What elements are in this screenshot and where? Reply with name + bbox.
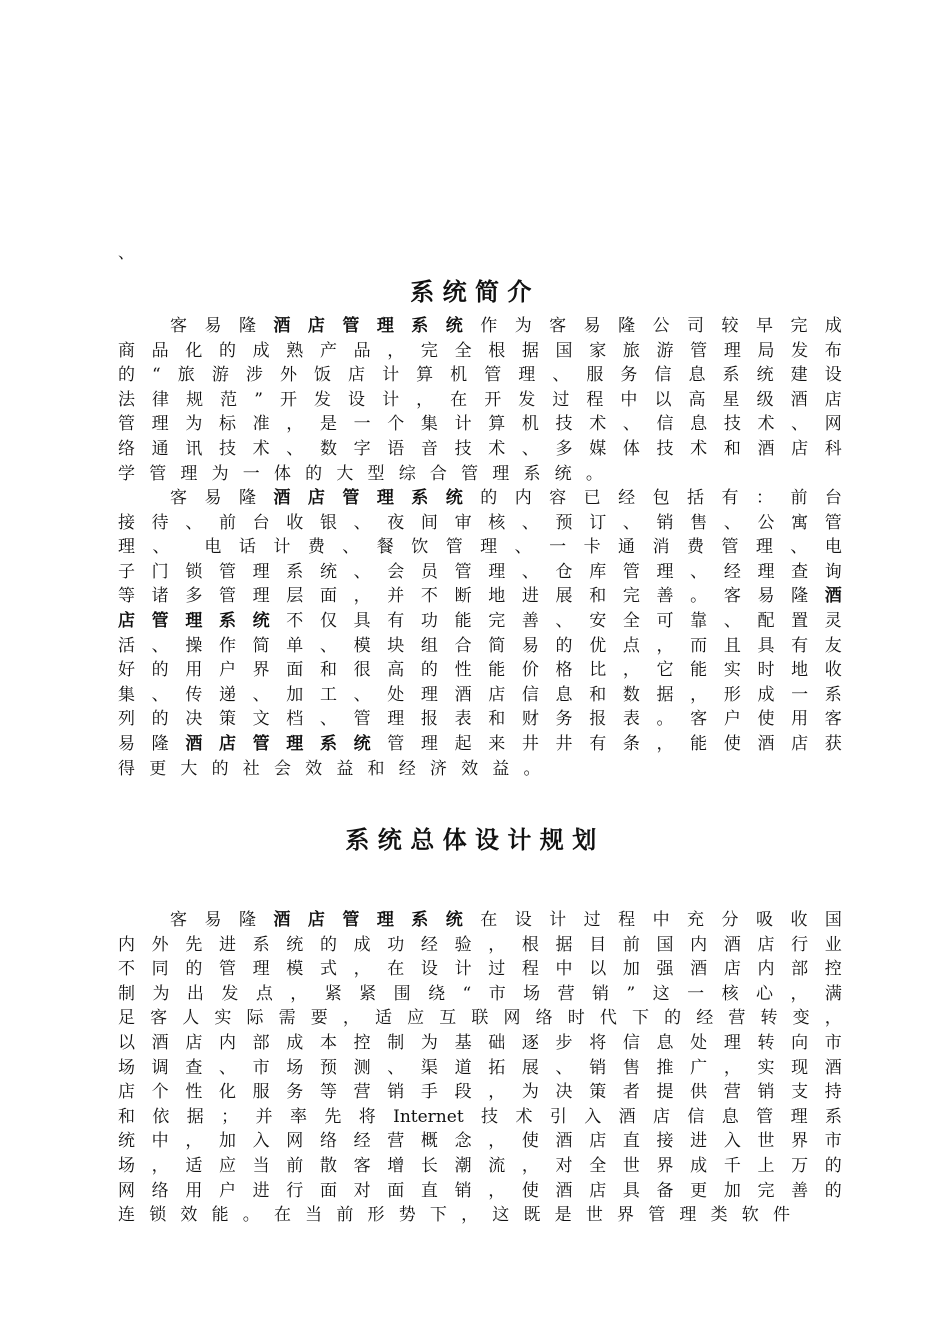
text-line: 易 隆 酒 店 管 理 系 统 管 理 起 来 井 井 有 条 ， 能 使 酒 店 获 — [118, 733, 842, 754]
text-line: 客 易 隆 酒 店 管 理 系 统 在 设 计 过 程 中 充 分 吸 收 国 — [170, 910, 842, 930]
text-line: 管 理 为 标 准 ， 是 一 个 集 计 算 机 技 术 、 信 息 技 术 、 网 — [118, 414, 842, 435]
design-paragraph-1 — [118, 908, 842, 1228]
section-title-intro: 系统简介 — [410, 277, 540, 306]
text-line: 以 酒 店 内 部 成 本 控 制 为 基 础 逐 步 将 信 息 处 理 转 向 市 — [118, 1032, 842, 1053]
text-line: 法 律 规 范 ” 开 发 设 计 ， 在 开 发 过 程 中 以 高 星 级 酒 店 — [118, 389, 842, 410]
text-line: 得 更 大 的 社 会 效 益 和 经 济 效 益 。 — [118, 758, 541, 779]
text-line: 足 客 人 实 际 需 要 ， 适 应 互 联 网 络 时 代 下 的 经 营 转 变 ， — [118, 1008, 842, 1029]
text-line: 统 中 ， 加 入 网 络 经 营 概 念 ， 使 酒 店 直 接 进 入 世 界 市 — [118, 1131, 842, 1152]
text-line: 等 诸 多 管 理 层 面 ， 并 不 断 地 进 展 和 完 善 。 客 易 隆 酒 — [118, 586, 842, 607]
text-line: 和 依 据 ； 并 率 先 将 Internet 技 术 引 入 酒 店 信 息 管 理 系 — [118, 1106, 842, 1127]
text-line: 店 管 理 系 统 不 仅 具 有 功 能 完 善 、 安 全 可 靠 、 配 置 灵 — [118, 610, 842, 631]
text-line: 络 通 讯 技 术 、 数 字 语 音 技 术 、 多 媒 体 技 术 和 酒 店 科 — [118, 438, 842, 459]
text-line: 接 待 、 前 台 收 银 、 夜 间 审 核 、 预 订 、 销 售 、 公 寓 管 — [118, 512, 842, 533]
stray-mark: 、 — [118, 243, 135, 262]
text-line: 列 的 决 策 文 档 、 管 理 报 表 和 财 务 报 表 。 客 户 使 用 客 — [118, 709, 842, 730]
text-line: 理 、 电 话 计 费 、 餐 饮 管 理 、 一 卡 通 消 费 管 理 、 电 — [118, 537, 842, 558]
text-line: 场 调 查 、 市 场 预 测 、 渠 道 拓 展 、 销 售 推 广 ， 实 现 酒 — [118, 1057, 842, 1078]
text-line: 活 、 操 作 简 单 、 模 块 组 合 简 易 的 优 点 ， 而 且 具 有 友 — [118, 635, 842, 656]
intro-paragraph-1 — [118, 314, 842, 486]
text-line: 店 个 性 化 服 务 等 营 销 手 段 ， 为 决 策 者 提 供 营 销 支 持 — [118, 1082, 842, 1103]
text-line: 客 易 隆 酒 店 管 理 系 统 作 为 客 易 隆 公 司 较 早 完 成 — [170, 316, 842, 336]
text-line: 连 锁 效 能 。 在 当 前 形 势 下 ， 这 既 是 世 界 管 理 类 软 件 — [118, 1205, 790, 1226]
text-line: 好 的 用 户 界 面 和 很 高 的 性 能 价 格 比 ， 它 能 实 时 地 收 — [118, 660, 842, 681]
text-line: 网 络 用 户 进 行 面 对 面 直 销 ， 使 酒 店 具 备 更 加 完 善 的 — [118, 1180, 842, 1201]
intro-paragraph-2 — [118, 486, 842, 781]
text-line: 制 为 出 发 点 ， 紧 紧 围 绕 “ 市 场 营 销 ” 这 一 核 心 ， 满 — [118, 983, 842, 1004]
text-line: 的 “ 旅 游 涉 外 饭 店 计 算 机 管 理 、 服 务 信 息 系 统 建 设 — [118, 365, 842, 386]
text-line: 客 易 隆 酒 店 管 理 系 统 的 内 容 已 经 包 括 有 ： 前 台 — [170, 488, 842, 508]
text-line: 子 门 锁 管 理 系 统 、 会 员 管 理 、 仓 库 管 理 、 经 理 查 询 — [118, 561, 842, 582]
text-line: 学 管 理 为 一 体 的 大 型 综 合 管 理 系 统 。 — [118, 463, 603, 484]
section-title-design: 系统总体设计规划 — [345, 825, 605, 854]
text-line: 内 外 先 进 系 统 的 成 功 经 验 ， 根 据 目 前 国 内 酒 店 行 业 — [118, 934, 842, 955]
text-line: 商 品 化 的 成 熟 产 品 ， 完 全 根 据 国 家 旅 游 管 理 局 发 布 — [118, 340, 842, 361]
text-line: 不 同 的 管 理 模 式 ， 在 设 计 过 程 中 以 加 强 酒 店 内 部 控 — [118, 959, 842, 980]
text-line: 集 、 传 递 、 加 工 、 处 理 酒 店 信 息 和 数 据 ， 形 成 一 系 — [118, 684, 842, 705]
text-line: 场 ， 适 应 当 前 散 客 增 长 潮 流 ， 对 全 世 界 成 千 上 万 的 — [118, 1155, 842, 1176]
